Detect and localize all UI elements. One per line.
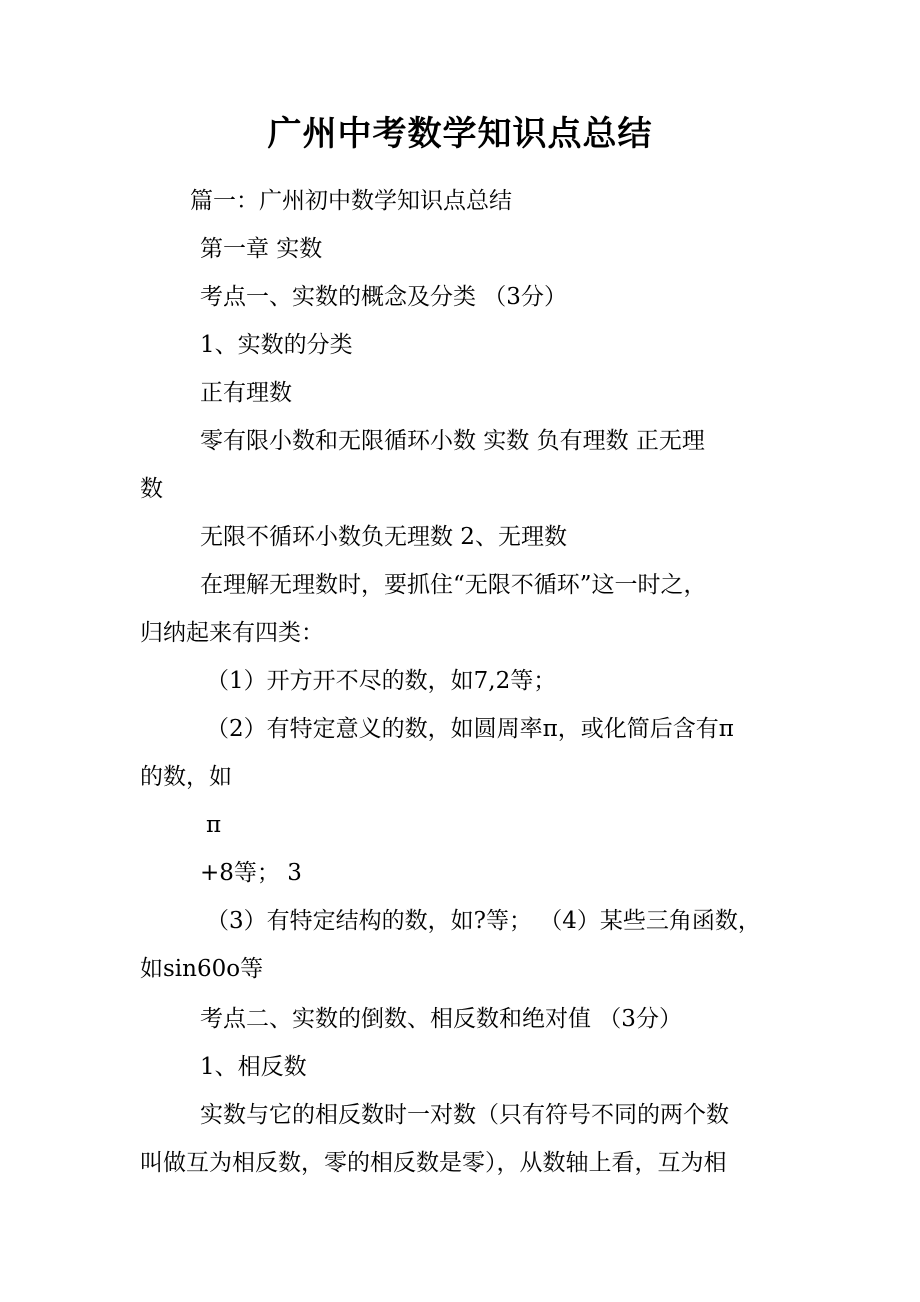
- text-line-15: +8等； 3: [200, 860, 302, 886]
- text-line-17: 如sin60o等: [140, 956, 264, 982]
- text-line-4: 1、实数的分类: [200, 332, 353, 358]
- text-line-7: 数: [140, 476, 163, 502]
- text-line-2: 第一章 实数: [200, 236, 323, 262]
- text-line-12: （2）有特定意义的数，如圆周率π，或化简后含有π: [206, 716, 734, 742]
- document-title: 广州中考数学知识点总结: [267, 114, 653, 154]
- text-line-19: 1、相反数: [200, 1054, 307, 1080]
- text-line-18: 考点二、实数的倒数、相反数和绝对值 （3分）: [200, 1006, 682, 1032]
- text-line-8: 无限不循环小数负无理数 2、无理数: [200, 524, 567, 550]
- text-line-21: 叫做互为相反数，零的相反数是零），从数轴上看，互为相: [140, 1150, 727, 1176]
- text-line-1: 篇一：广州初中数学知识点总结: [190, 188, 512, 214]
- text-line-3: 考点一、实数的概念及分类 （3分）: [200, 284, 567, 310]
- text-line-14: π: [206, 812, 222, 838]
- text-line-11: （1）开方开不尽的数，如7,2等；: [206, 668, 557, 694]
- text-line-13: 的数，如: [140, 764, 232, 790]
- text-line-20: 实数与它的相反数时一对数（只有符号不同的两个数: [200, 1102, 729, 1128]
- text-line-9: 在理解无理数时，要抓住“无限不循环”这一时之，: [200, 572, 707, 598]
- text-line-6: 零有限小数和无限循环小数 实数 负有理数 正无理: [200, 428, 705, 454]
- text-line-5: 正有理数: [200, 380, 292, 406]
- text-line-10: 归纳起来有四类：: [140, 620, 324, 646]
- text-line-16: （3）有特定结构的数，如?等； （4）某些三角函数，: [206, 908, 761, 934]
